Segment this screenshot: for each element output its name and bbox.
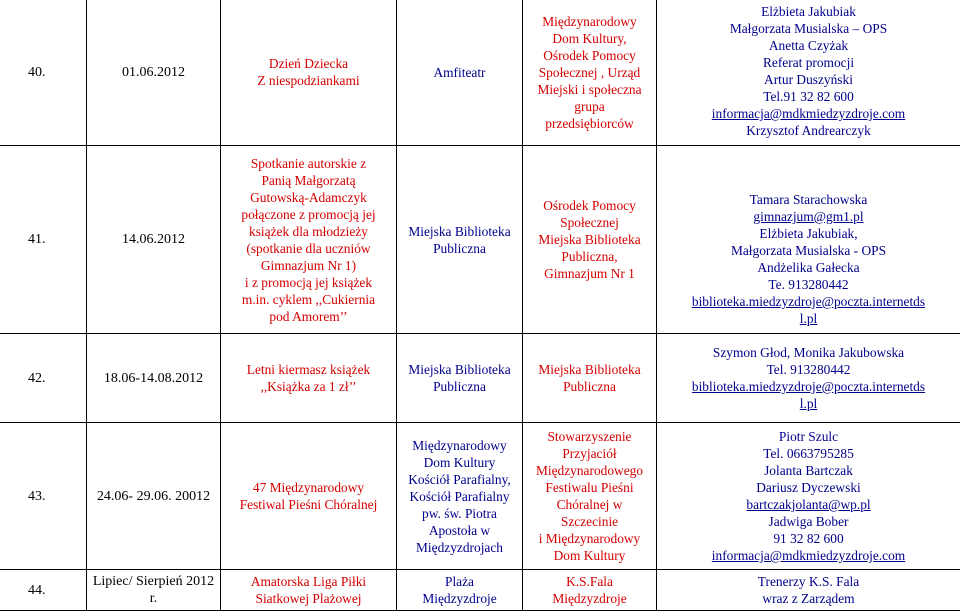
cell-line: (spotkanie dla uczniów bbox=[223, 240, 394, 257]
event-date: Lipiec/ Sierpień 2012 r. bbox=[87, 570, 221, 611]
cell-line: Kościół Parafialny, bbox=[399, 471, 520, 488]
event-organizer bbox=[523, 334, 657, 423]
cell-line: Międzynarodowy bbox=[399, 437, 520, 454]
cell-line: pw. św. Piotra bbox=[399, 505, 520, 522]
cell-line: Międzyzdroje bbox=[525, 590, 654, 607]
contact-line: wraz z Zarządem bbox=[659, 590, 958, 607]
cell-line: przedsiębiorców bbox=[525, 115, 654, 132]
cell-line: Kościół Parafialny bbox=[399, 488, 520, 505]
event-name bbox=[221, 0, 397, 146]
cell-line: Międzynarodowy bbox=[525, 13, 654, 30]
event-place bbox=[397, 570, 523, 611]
table-row bbox=[0, 423, 960, 570]
event-date: 18.06-14.08.2012 bbox=[87, 334, 221, 423]
event-organizer bbox=[523, 0, 657, 146]
event-date: 14.06.2012 bbox=[87, 146, 221, 334]
event-contacts bbox=[657, 0, 960, 146]
event-name bbox=[221, 423, 397, 570]
event-organizer bbox=[523, 570, 657, 611]
cell-line: Gimnazjum Nr 1 bbox=[525, 265, 654, 282]
contact-line: Piotr Szulc bbox=[659, 428, 958, 445]
event-date: 24.06- 29.06. 20012 bbox=[87, 423, 221, 570]
event-place bbox=[397, 0, 523, 146]
cell-line: Miejska Biblioteka bbox=[525, 231, 654, 248]
cell-line: Dzień Dziecka bbox=[223, 55, 394, 72]
event-place bbox=[397, 334, 523, 423]
cell-line: Miejska Biblioteka bbox=[525, 361, 654, 378]
contact-line: Trenerzy K.S. Fala bbox=[659, 573, 958, 590]
event-contacts bbox=[657, 334, 960, 423]
cell-line: Letni kiermasz książek bbox=[223, 361, 394, 378]
cell-line: Amfiteatr bbox=[399, 64, 520, 81]
event-organizer bbox=[523, 423, 657, 570]
event-place bbox=[397, 423, 523, 570]
cell-line: Amatorska Liga Piłki bbox=[223, 573, 394, 590]
contact-line: Tamara Starachowska bbox=[659, 191, 958, 208]
cell-line: Międzyzdrojach bbox=[399, 539, 520, 556]
contact-line: Tel. 913280442 bbox=[659, 361, 958, 378]
cell-line: Przyjaciół bbox=[525, 445, 654, 462]
contact-link[interactable]: biblioteka.miedzyzdroje@poczta.internetds bbox=[659, 378, 958, 395]
contact-line: Te. 913280442 bbox=[659, 276, 958, 293]
cell-line: Gutowską-Adamczyk bbox=[223, 189, 394, 206]
cell-line: Dom Kultury bbox=[399, 454, 520, 471]
cell-line: Apostoła w bbox=[399, 522, 520, 539]
contact-line: Elżbieta Jakubiak bbox=[659, 3, 958, 20]
contact-link[interactable]: biblioteka.miedzyzdroje@poczta.internetds bbox=[659, 293, 958, 310]
contact-link[interactable]: gimnazjum@gm1.pl bbox=[659, 208, 958, 225]
cell-line: Szczecinie bbox=[525, 513, 654, 530]
cell-line: połączone z promocją jej bbox=[223, 206, 394, 223]
cell-line: Miejski i społeczna bbox=[525, 81, 654, 98]
contact-line: Małgorzata Musialska – OPS bbox=[659, 20, 958, 37]
cell-line: m.in. cyklem ,,Cukiernia bbox=[223, 291, 394, 308]
contact-line: Dariusz Dyczewski bbox=[659, 479, 958, 496]
cell-line: Festiwalu Pieśni bbox=[525, 479, 654, 496]
cell-line: Ośrodek Pomocy bbox=[525, 47, 654, 64]
event-name bbox=[221, 334, 397, 423]
contact-link[interactable]: informacja@mdkmiedzyzdroje.com bbox=[659, 105, 958, 122]
cell-line: Festiwal Pieśni Chóralnej bbox=[223, 496, 394, 513]
cell-line: Społecznej bbox=[525, 214, 654, 231]
row-number: 43. bbox=[0, 423, 87, 570]
cell-line: Społecznej , Urząd bbox=[525, 64, 654, 81]
cell-line: Publiczna, bbox=[525, 248, 654, 265]
contact-line: Tel.91 32 82 600 bbox=[659, 88, 958, 105]
cell-line: grupa bbox=[525, 98, 654, 115]
cell-line: Ośrodek Pomocy bbox=[525, 197, 654, 214]
table-row bbox=[0, 334, 960, 423]
cell-line: 47 Międzynarodowy bbox=[223, 479, 394, 496]
cell-line: książek dla młodzieży bbox=[223, 223, 394, 240]
contact-line: Andżelika Gałecka bbox=[659, 259, 958, 276]
contact-line: Referat promocji bbox=[659, 54, 958, 71]
cell-line: Plaża bbox=[399, 573, 520, 590]
contact-line: 91 32 82 600 bbox=[659, 530, 958, 547]
table-row bbox=[0, 0, 960, 146]
event-date: 01.06.2012 bbox=[87, 0, 221, 146]
cell-line: Miejska Biblioteka bbox=[399, 223, 520, 240]
event-place bbox=[397, 146, 523, 334]
contact-line: Małgorzata Musialska - OPS bbox=[659, 242, 958, 259]
event-contacts bbox=[657, 146, 960, 334]
cell-line: i z promocją jej książek bbox=[223, 274, 394, 291]
contact-line: Artur Duszyński bbox=[659, 71, 958, 88]
contact-link[interactable]: l.pl bbox=[659, 395, 958, 412]
cell-line: pod Amorem’’ bbox=[223, 308, 394, 325]
contact-link[interactable]: bartczakjolanta@wp.pl bbox=[659, 496, 958, 513]
cell-line: Siatkowej Plażowej bbox=[223, 590, 394, 607]
cell-line: Międzyzdroje bbox=[399, 590, 520, 607]
contact-line: Krzysztof Andrearczyk bbox=[659, 122, 958, 139]
cell-line: Dom Kultury, bbox=[525, 30, 654, 47]
contact-line: Tel. 0663795285 bbox=[659, 445, 958, 462]
cell-line: Panią Małgorzatą bbox=[223, 172, 394, 189]
cell-line: Publiczna bbox=[399, 240, 520, 257]
cell-line: Publiczna bbox=[525, 378, 654, 395]
contact-link[interactable]: l.pl bbox=[659, 310, 958, 327]
cell-line: Spotkanie autorskie z bbox=[223, 155, 394, 172]
contact-link[interactable]: informacja@mdkmiedzyzdroje.com bbox=[659, 547, 958, 564]
table-row bbox=[0, 146, 960, 334]
cell-line: Publiczna bbox=[399, 378, 520, 395]
row-number: 44. bbox=[0, 570, 87, 611]
contact-line: Szymon Głod, Monika Jakubowska bbox=[659, 344, 958, 361]
event-contacts bbox=[657, 423, 960, 570]
cell-line: Miejska Biblioteka bbox=[399, 361, 520, 378]
cell-line: Międzynarodowego bbox=[525, 462, 654, 479]
event-name bbox=[221, 570, 397, 611]
cell-line: K.S.Fala bbox=[525, 573, 654, 590]
table-row bbox=[0, 570, 960, 611]
cell-line: Chóralnej w bbox=[525, 496, 654, 513]
row-number: 40. bbox=[0, 0, 87, 146]
cell-line: i Międzynarodowy bbox=[525, 530, 654, 547]
cell-line: Gimnazjum Nr 1) bbox=[223, 257, 394, 274]
cell-line: Z niespodziankami bbox=[223, 72, 394, 89]
cell-line: ,,Książka za 1 zł’’ bbox=[223, 378, 394, 395]
contact-line: Anetta Czyżak bbox=[659, 37, 958, 54]
contact-line: Elżbieta Jakubiak, bbox=[659, 225, 958, 242]
cell-line: Dom Kultury bbox=[525, 547, 654, 564]
event-contacts bbox=[657, 570, 960, 611]
contact-line: Jadwiga Bober bbox=[659, 513, 958, 530]
row-number: 41. bbox=[0, 146, 87, 334]
cell-line: Stowarzyszenie bbox=[525, 428, 654, 445]
event-organizer bbox=[523, 146, 657, 334]
row-number: 42. bbox=[0, 334, 87, 423]
contact-line: Jolanta Bartczak bbox=[659, 462, 958, 479]
event-name bbox=[221, 146, 397, 334]
